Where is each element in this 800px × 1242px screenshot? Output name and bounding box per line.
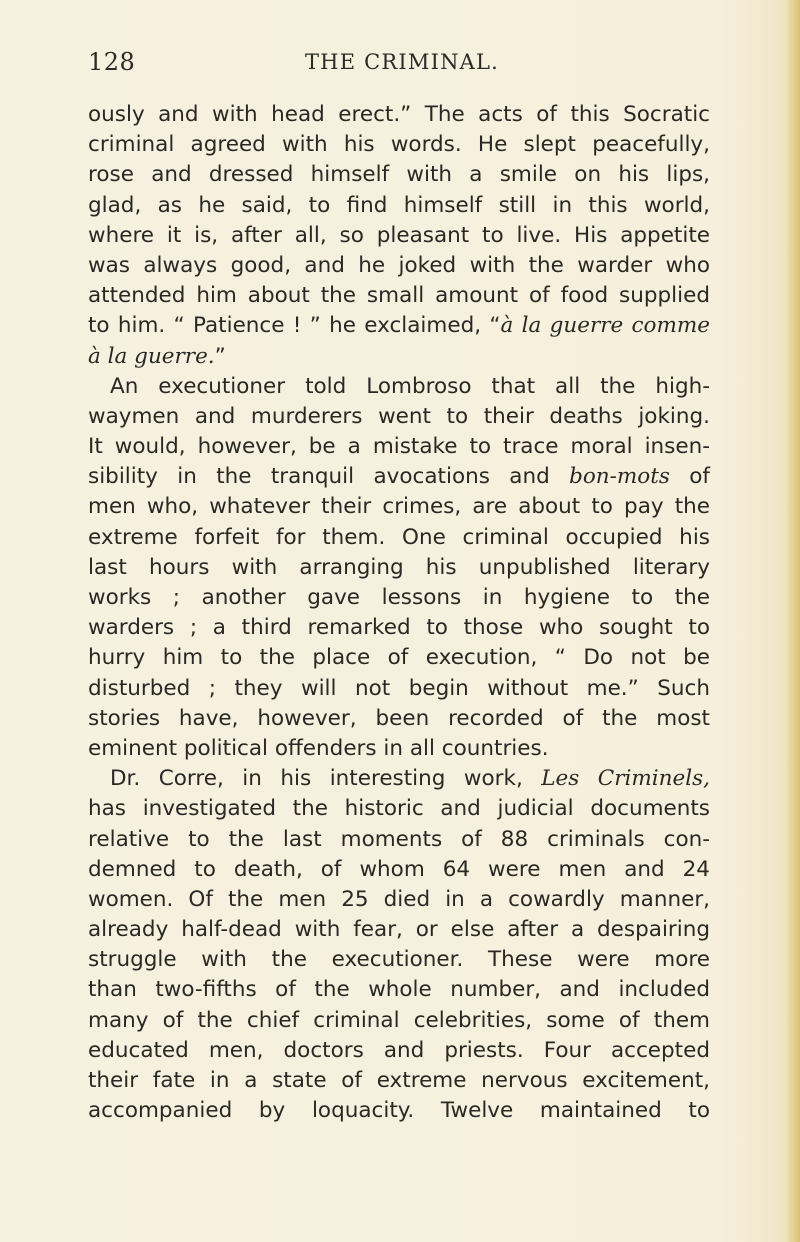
text-line: It would, however, be a mistake to trace moral insen-: [88, 434, 710, 460]
text-line: last hours with arranging his unpublished literary: [88, 554, 710, 580]
text-line: attended him about the small amount of food supplied: [88, 283, 710, 309]
text-line: extreme forfeit for them. One criminal occupied his: [88, 524, 710, 550]
italic-phrase: bon-mots: [569, 464, 670, 490]
text-line: eminent political offenders in all countries.: [88, 735, 549, 761]
text-line: educated men, doctors and priests. Four accepted: [88, 1037, 710, 1063]
text-line: [88, 311, 710, 341]
italic-title: Les Criminels,: [541, 766, 710, 792]
text-line: accompanied by loquacity. Twelve maintained to: [88, 1098, 710, 1124]
text-line: women. Of the men 25 died in a cowardly manner,: [88, 886, 710, 912]
text-line: many of the chief criminal celebrities, some of them: [88, 1007, 710, 1033]
text-line: rose and dressed himself with a smile on his lips,: [88, 162, 710, 188]
text-segment: sibility in the tranquil avocations and: [88, 464, 570, 490]
text-segment: to him. “ Patience ! ” he exclaimed, “: [88, 313, 501, 339]
text-line: hurry him to the place of execution, “ Do not be: [88, 645, 710, 671]
text-line: ously and with head erect.” The acts of this Socratic: [88, 102, 710, 127]
text-line: was always good, and he joked with the warder who: [88, 252, 710, 278]
page-edge: [786, 0, 800, 1242]
text-line: their fate in a state of extreme nervous excitement,: [88, 1068, 710, 1093]
italic-phrase: à la guerre.: [88, 343, 215, 369]
text-segment: ”: [214, 343, 226, 369]
text-line: works ; another gave lessons in hygiene to the: [88, 585, 710, 610]
text-line: struggle with the executioner. These were more: [88, 947, 710, 973]
text-line: stories have, however, been recorded of the most: [88, 705, 710, 731]
text-segment: Dr. Corre, in his interesting work,: [110, 766, 542, 792]
text-line: [88, 342, 710, 372]
text-line: glad, as he said, to find himself still in this world,: [88, 192, 710, 218]
text-line: demned to death, of whom 64 were men and 24: [88, 856, 710, 882]
text-line: relative to the last moments of 88 criminals con-: [88, 826, 710, 852]
page-header: [88, 40, 716, 90]
text-line: An executioner told Lombroso that all the high-: [110, 373, 710, 399]
text-line: criminal agreed with his words. He slept peacefully,: [88, 132, 710, 158]
text-line: where it is, after all, so pleasant to live. His appetite: [88, 222, 710, 248]
text-line: has investigated the historic and judicial documents: [88, 796, 710, 822]
text-line: already half-dead with fear, or else after a despairing: [88, 917, 710, 943]
text-line: [88, 462, 710, 492]
text-line: waymen and murderers went to their deaths joking.: [88, 403, 710, 429]
text-line: warders ; a third remarked to those who sought to: [88, 615, 710, 641]
text-line: men who, whatever their crimes, are about to pay the: [88, 494, 710, 520]
body-text: [88, 100, 710, 1126]
text-line: [88, 764, 710, 794]
running-head: THE CRIMINAL.: [304, 50, 500, 74]
text-segment: of: [669, 464, 710, 490]
italic-phrase: à la guerre comme: [500, 313, 710, 339]
page-number: 128: [88, 48, 136, 76]
text-line: disturbed ; they will not begin without me.” Such: [88, 675, 710, 701]
text-line: than two-fifths of the whole number, and included: [88, 977, 710, 1003]
